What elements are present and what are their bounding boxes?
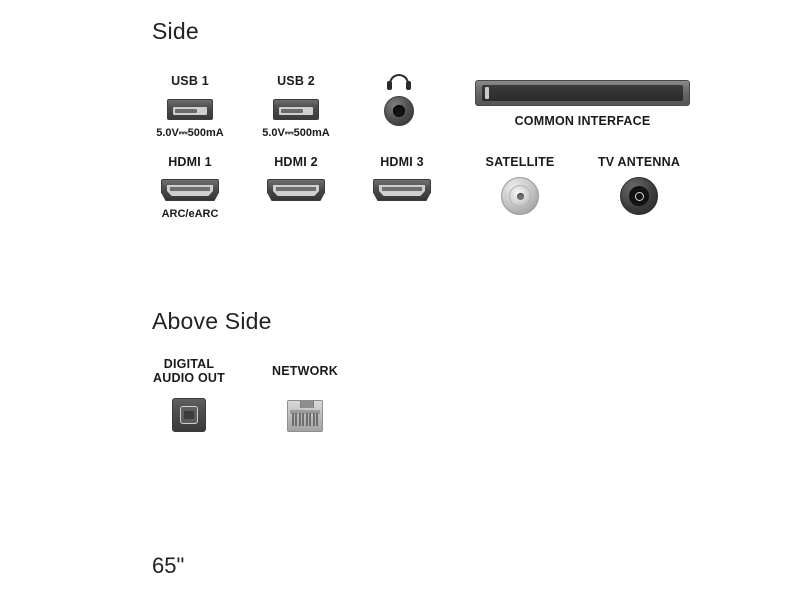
port-digital-audio-out	[146, 357, 232, 435]
port-common-interface	[475, 80, 690, 128]
port-tv-antenna	[588, 155, 690, 217]
port-hdmi3	[364, 155, 440, 205]
port-hdmi3-label: HDMI 3	[380, 155, 424, 169]
antenna-coax-icon	[588, 175, 690, 217]
port-hdmi1	[152, 155, 228, 220]
port-hdmi2-label: HDMI 2	[274, 155, 318, 169]
screen-size-label: 65"	[152, 553, 185, 578]
port-usb2-label: USB 2	[277, 74, 315, 88]
usb-port-icon	[258, 94, 334, 124]
usb-port-icon	[152, 94, 228, 124]
rj45-ethernet-icon	[262, 396, 348, 436]
section-title-above-side: Above Side	[152, 308, 272, 334]
port-usb1	[152, 74, 228, 140]
port-satellite-label: SATELLITE	[485, 155, 555, 169]
port-hdmi1-label: HDMI 1	[168, 155, 212, 169]
port-hdmi1-sublabel: ARC/eARC	[161, 208, 219, 220]
port-hdmi2	[258, 155, 334, 205]
port-headphone	[364, 74, 434, 126]
port-usb2-sublabel: 5.0V⎓500mA	[262, 127, 330, 139]
hdmi-port-icon	[258, 175, 334, 205]
ci-slot-icon	[475, 80, 690, 106]
port-satellite	[478, 155, 562, 217]
port-usb1-label: USB 1	[171, 74, 209, 88]
satellite-coax-icon	[478, 175, 562, 217]
port-common-interface-label: COMMON INTERFACE	[514, 114, 651, 128]
port-network-label: NETWORK	[272, 364, 338, 378]
port-tv-antenna-label: TV ANTENNA	[597, 155, 681, 169]
port-usb1-sublabel: 5.0V⎓500mA	[156, 127, 224, 139]
hdmi-port-icon	[364, 175, 440, 205]
port-digital-audio-out-label-line2: AUDIO OUT	[153, 371, 225, 385]
hdmi-port-icon	[152, 175, 228, 205]
port-network	[262, 364, 348, 436]
port-usb2	[258, 74, 334, 140]
optical-audio-icon	[146, 395, 232, 435]
section-title-side: Side	[152, 18, 199, 44]
port-digital-audio-out-label-line1: DIGITAL	[163, 357, 215, 371]
headphone-icon	[364, 74, 434, 126]
